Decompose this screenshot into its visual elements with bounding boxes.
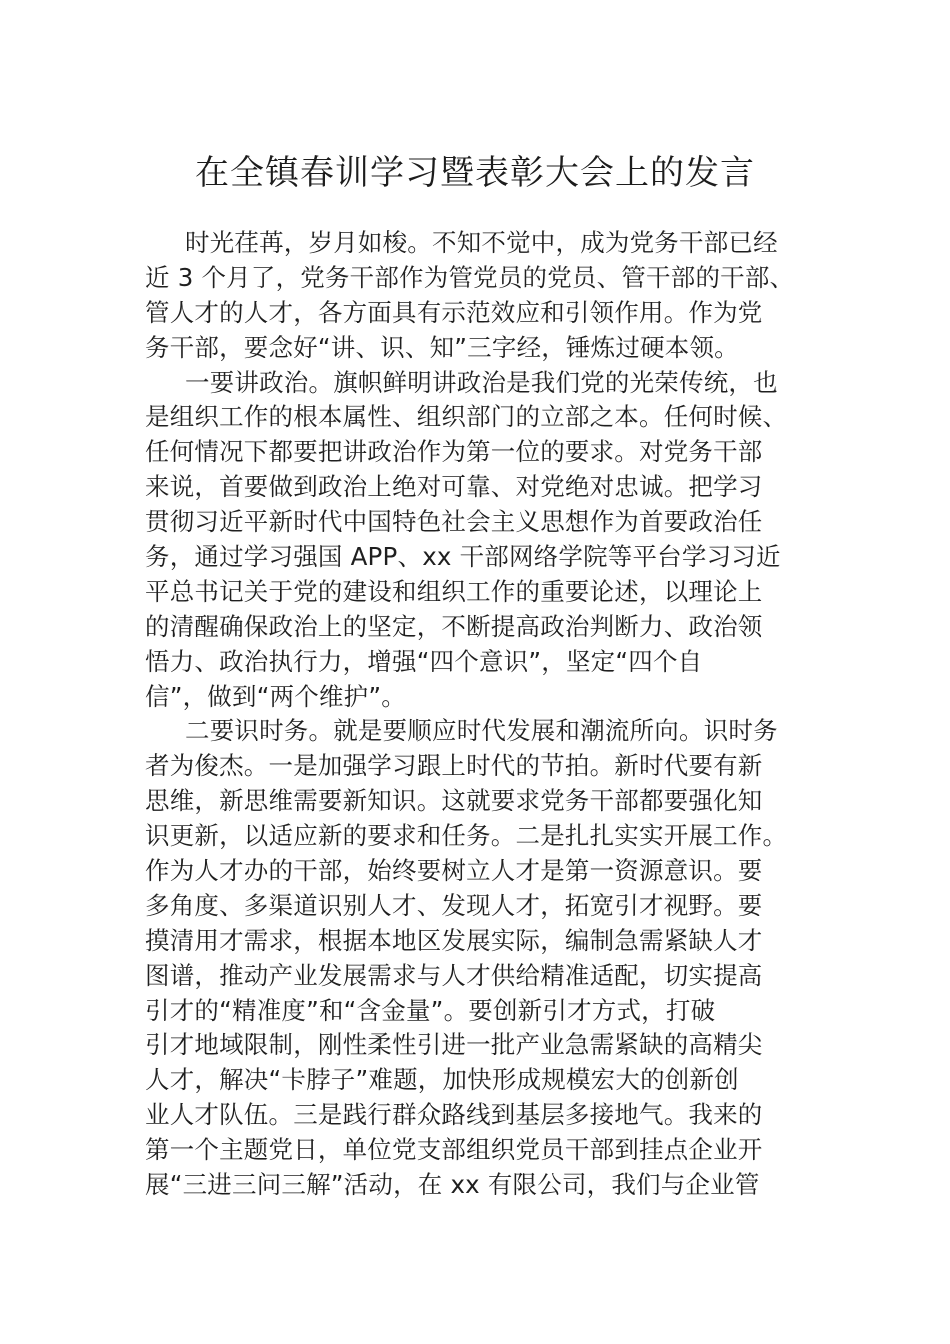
text-line: 信”，做到“两个维护”。	[145, 681, 406, 711]
text-line: 二要识时务。就是要顺应时代发展和潮流所向。识时务	[185, 716, 778, 746]
text-line: 展“三进三问三解”活动，在 xx 有限公司，我们与企业管	[145, 1170, 760, 1200]
text-line: 务，通过学习强国 APP、xx 干部网络学院等平台学习习近	[145, 542, 781, 572]
text-line: 是组织工作的根本属性、组织部门的立部之本。任何时候、	[145, 402, 788, 432]
text-line: 来说，首要做到政治上绝对可靠、对党绝对忠诚。把学习	[145, 472, 763, 502]
text-line: 任何情况下都要把讲政治作为第一位的要求。对党务干部	[145, 437, 763, 467]
document-title: 在全镇春训学习暨表彰大会上的发言	[195, 153, 755, 193]
paragraph-politics	[145, 366, 805, 715]
text-line: 近 3 个月了，党务干部作为管党员的党员、管干部的干部、	[145, 262, 795, 292]
text-line: 业人才队伍。三是践行群众路线到基层多接地气。我来的	[145, 1100, 763, 1130]
text-line: 平总书记关于党的建设和组织工作的重要论述，以理论上	[145, 576, 763, 606]
text-line: 人才，解决“卡脖子”难题，加快形成规模宏大的创新创	[145, 1065, 739, 1095]
text-line: 务干部，要念好“讲、识、知”三字经，锤炼过硬本领。	[145, 332, 739, 362]
text-line: 的清醒确保政治上的坚定，不断提高政治判断力、政治领	[145, 611, 763, 641]
text-line: 第一个主题党日，单位党支部组织党员干部到挂点企业开	[145, 1135, 763, 1165]
text-line: 时光荏苒，岁月如梭。不知不觉中，成为党务干部已经	[185, 228, 778, 257]
text-line: 引才地域限制，刚性柔性引进一批产业急需紧缺的高精尖	[145, 1030, 763, 1060]
text-line: 一要讲政治。旗帜鲜明讲政治是我们党的光荣传统，也	[185, 367, 778, 397]
text-line: 摸清用才需求，根据本地区发展实际，编制急需紧缺人才	[145, 925, 763, 955]
text-line: 作为人才办的干部，始终要树立人才是第一资源意识。要	[145, 856, 763, 886]
document-body	[145, 226, 805, 1203]
text-line: 引才的“精准度”和“含金量”。要创新引才方式，打破	[145, 995, 716, 1025]
text-line: 图谱，推动产业发展需求与人才供给精准适配，切实提高	[145, 960, 763, 990]
text-line: 贯彻习近平新时代中国特色社会主义思想作为首要政治任	[145, 507, 763, 537]
paragraph-intro	[145, 226, 805, 366]
text-line: 识更新，以适应新的要求和任务。二是扎扎实实开展工作。	[145, 821, 788, 851]
text-line: 思维，新思维需要新知识。这就要求党务干部都要强化知	[145, 786, 763, 816]
text-line: 悟力、政治执行力，增强“四个意识”，坚定“四个自	[145, 646, 703, 676]
text-line: 多角度、多渠道识别人才、发现人才，拓宽引才视野。要	[145, 890, 763, 920]
text-line: 者为俊杰。一是加强学习跟上时代的节拍。新时代要有新	[145, 751, 763, 781]
text-line: 管人才的人才，各方面具有示范效应和引领作用。作为党	[145, 297, 763, 327]
paragraph-timing	[145, 714, 805, 1202]
